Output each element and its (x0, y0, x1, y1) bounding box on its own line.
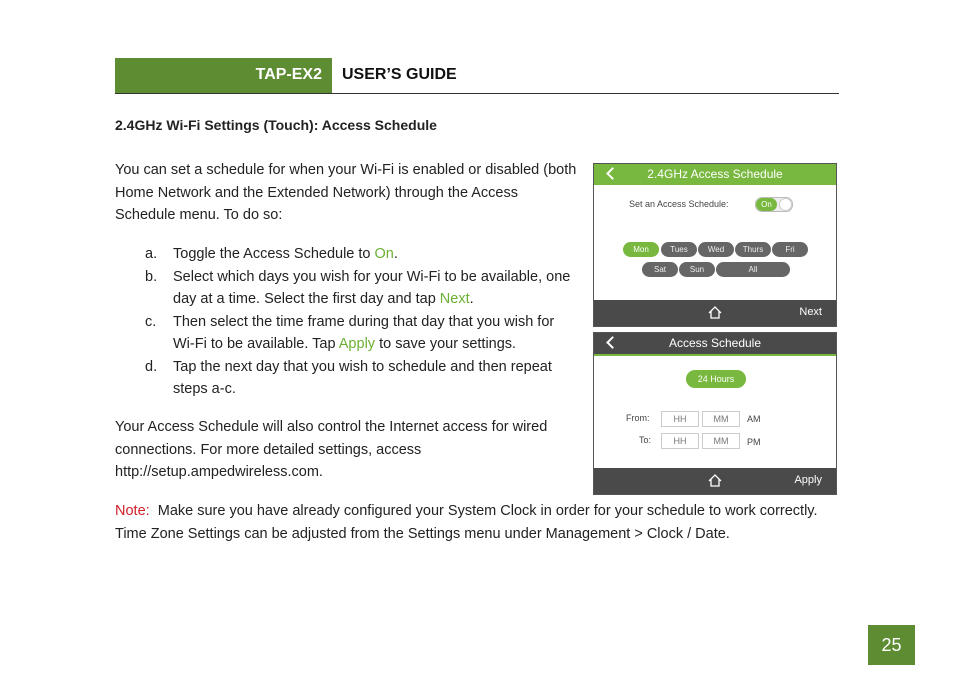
schedule-label: Set an Access Schedule: (629, 199, 729, 209)
highlight-next: Next (439, 291, 470, 307)
home-icon[interactable] (708, 306, 722, 319)
step-marker: b. (145, 268, 158, 285)
pm-label: PM (747, 437, 761, 447)
day-thurs[interactable]: Thurs (735, 242, 771, 257)
schedule-toggle[interactable] (755, 197, 793, 212)
note-label: Note: (115, 503, 150, 519)
step-text: Toggle the Access Schedule to On. (173, 246, 398, 262)
step-item (145, 356, 577, 401)
highlight-on: On (374, 246, 394, 262)
day-wed[interactable]: Wed (698, 242, 734, 257)
step-text: Tap the next day that you wish to schedule and then repeat steps a-c. (173, 358, 552, 397)
toggle-knob (779, 198, 792, 211)
24-hours-button[interactable]: 24 Hours (686, 370, 746, 388)
step-text: Select which days you wish for your Wi-Fi to be available, one day at a time. Select the first day and tap Next. (173, 268, 571, 307)
day-sat[interactable]: Sat (642, 262, 678, 277)
am-label: AM (747, 414, 761, 424)
guide-title: USER’S GUIDE (342, 66, 457, 83)
apply-button[interactable]: Apply (794, 474, 822, 486)
toggle-on-label: On (756, 198, 777, 211)
step-item (145, 311, 577, 356)
step-item (145, 243, 577, 266)
to-hour-field[interactable]: HH (661, 433, 699, 449)
product-name: TAP-EX2 (255, 66, 322, 83)
screen-header (594, 164, 836, 185)
screenshot-access-schedule-times (593, 332, 837, 495)
from-hour-field[interactable]: HH (661, 411, 699, 427)
step-marker: a. (145, 246, 158, 262)
step-item (145, 266, 577, 311)
intro-paragraph: You can set a schedule for when your Wi-Fi is enabled or disabled (both Home Network and the Extended Network) through the Access Schedule menu. To do so: (115, 162, 577, 223)
highlight-apply: Apply (338, 336, 376, 352)
home-icon[interactable] (708, 474, 722, 487)
step-marker: c. (145, 313, 157, 330)
screen-header (594, 333, 836, 356)
to-label: To: (639, 435, 652, 445)
section-title: 2.4GHz Wi-Fi Settings (Touch): Access Schedule (115, 117, 437, 133)
screen-title: Access Schedule (668, 336, 762, 350)
header-rule (115, 93, 839, 94)
day-all[interactable]: All (716, 262, 790, 277)
outro-paragraph: Your Access Schedule will also control the Internet access for wired connections. For more detailed settings, access http://setup.ampedwireless.com. (115, 419, 548, 480)
day-tues[interactable]: Tues (661, 242, 697, 257)
step-text: Then select the time frame during that day that you wish for Wi-Fi to be available. Tap Apply to save your settings. (173, 313, 555, 352)
screen-footer (594, 300, 836, 326)
next-button[interactable]: Next (799, 306, 822, 318)
step-marker: d. (145, 358, 158, 375)
note-text: Make sure you have already configured your System Clock in order for your schedule to work correctly. Time Zone Settings can be adjusted from the Settings menu under Management > Clock / Date. (115, 503, 818, 542)
page-number: 25 (868, 625, 915, 665)
header-product-bar (115, 58, 332, 93)
day-mon[interactable]: Mon (623, 242, 659, 257)
day-sun[interactable]: Sun (679, 262, 715, 277)
to-minute-field[interactable]: MM (702, 433, 740, 449)
chevron-left-icon[interactable] (606, 167, 619, 180)
screen-footer (594, 468, 836, 494)
screenshot-access-schedule-days (593, 163, 837, 327)
note-paragraph (115, 500, 845, 545)
chevron-left-icon[interactable] (606, 336, 619, 349)
from-label: From: (626, 413, 650, 423)
day-fri[interactable]: Fri (772, 242, 808, 257)
from-minute-field[interactable]: MM (702, 411, 740, 427)
steps-list (145, 243, 577, 401)
screen-title: 2.4GHz Access Schedule (647, 167, 783, 181)
